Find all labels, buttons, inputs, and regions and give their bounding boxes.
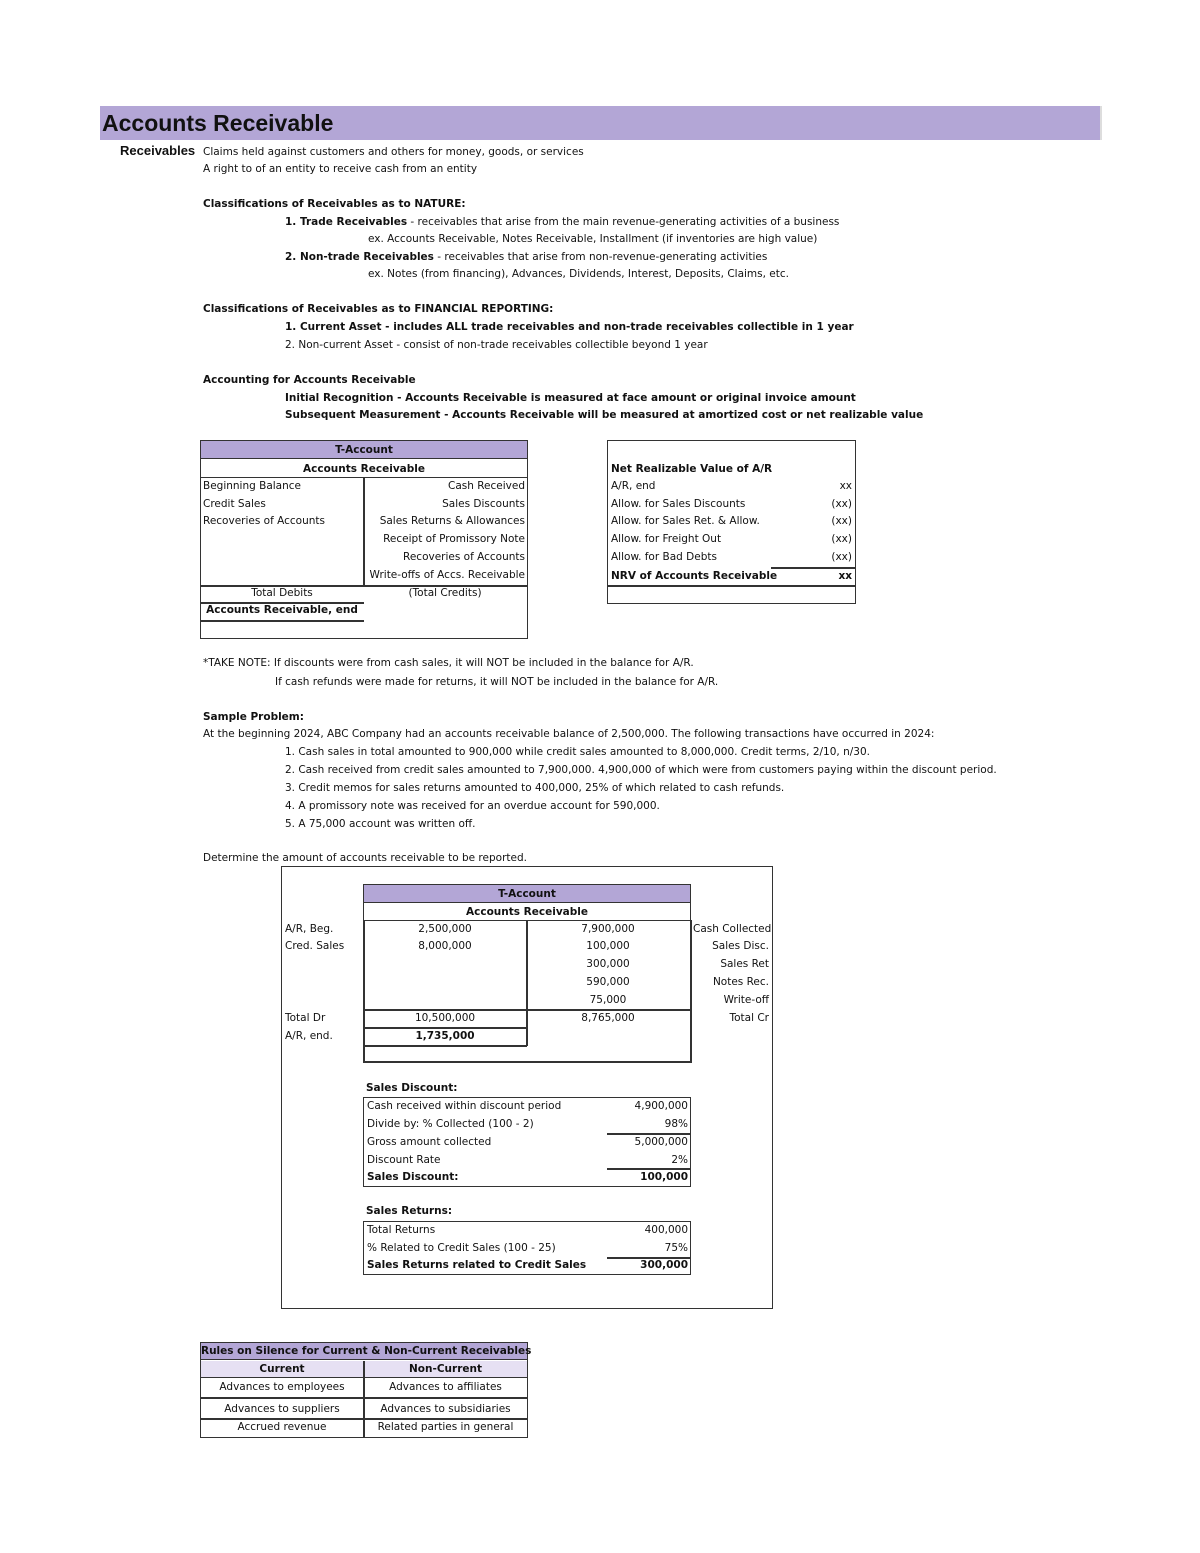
trade-receivables [285, 216, 839, 228]
definition-line-2: A right to of an entity to receive cash from an entity [203, 163, 478, 175]
rules-cell: Advances to suppliers [224, 1403, 340, 1415]
sol-ar-end-label: A/R, end. [285, 1030, 333, 1042]
returns-total: 300,000 [640, 1259, 688, 1271]
debit-item: Credit Sales [203, 498, 266, 510]
discount-line-2 [607, 1168, 690, 1170]
nrv-row-label: A/R, end [611, 480, 656, 492]
nontrade-desc: - receivables that arise from non-revenue-generating activities [433, 251, 768, 263]
sol-debit: 8,000,000 [418, 940, 472, 952]
debit-item: Recoveries of Accounts [203, 515, 325, 527]
sol-ar-end: 1,735,000 [415, 1030, 475, 1042]
rules-title: Rules on Silence for Current & Non-Current Receivables [201, 1343, 527, 1360]
title-bar [100, 106, 1102, 140]
sample-item: 3. Credit memos for sales returns amounted to 400,000, 25% of which related to cash refunds. [285, 782, 785, 794]
sample-heading: Sample Problem: [203, 711, 304, 723]
trade-title: 1. Trade Receivables [285, 216, 408, 228]
take-note-2: If cash refunds were made for returns, it will NOT be included in the balance for A/R. [275, 676, 719, 688]
rules-row-line [201, 1418, 527, 1420]
total-credits: (Total Credits) [408, 587, 482, 599]
solution-t-subtitle: Accounts Receivable [363, 903, 691, 921]
rules-col-current: Current [201, 1361, 363, 1378]
discount-value: 2% [671, 1154, 688, 1166]
sol-credit: 75,000 [589, 994, 627, 1006]
sol-right-label: Notes Rec. [712, 976, 769, 988]
nrv-row-value: xx [839, 480, 852, 492]
rules-cell: Advances to subsidiaries [380, 1403, 511, 1415]
sample-item: 2. Cash received from credit sales amounted to 7,900,000. 4,900,000 of which were from customers paying within the discount period. [285, 764, 997, 776]
rules-cell: Accrued revenue [237, 1421, 327, 1433]
take-note-1: *TAKE NOTE: If discounts were from cash sales, it will NOT be included in the balance for A/R. [203, 657, 694, 669]
nrv-sum-line [771, 567, 855, 569]
credit-item: Write-offs of Accs. Receivable [369, 569, 525, 581]
ar-ending: Accounts Receivable, end [206, 604, 358, 616]
total-debits: Total Debits [251, 587, 313, 599]
t-account-subtitle: Accounts Receivable [201, 460, 527, 478]
discount-total: 100,000 [640, 1171, 688, 1183]
sol-total-cr: 8,765,000 [581, 1012, 635, 1024]
nrv-title: Net Realizable Value of A/R [611, 463, 773, 475]
sample-item: 1. Cash sales in total amounted to 900,000 while credit sales amounted to 8,000,000. Credit terms, 2/10, n/30. [285, 746, 870, 758]
discount-label: Discount Rate [367, 1154, 441, 1166]
sol-right-label: Sales Disc. [712, 940, 769, 952]
noncurrent-asset: 2. Non-current Asset - consist of non-trade receivables collectible beyond 1 year [285, 339, 708, 351]
sol-bottom-border [363, 1061, 692, 1063]
returns-value: 400,000 [644, 1224, 688, 1236]
nrv-row-value: (xx) [831, 551, 852, 563]
sample-question: Determine the amount of accounts receivable to be reported. [203, 852, 527, 864]
page-title: Accounts Receivable [102, 110, 334, 136]
solution-t-title: T-Account [363, 884, 691, 903]
rules-cell: Advances to affiliates [389, 1381, 502, 1393]
trade-desc: - receivables that arise from the main revenue-generating activities of a business [407, 216, 840, 228]
discount-value: 4,900,000 [634, 1100, 688, 1112]
sol-left-label: A/R, Beg. [285, 923, 334, 935]
initial-recognition: Initial Recognition - Accounts Receivable is measured at face amount or original invoice amount [285, 392, 856, 404]
nrv-row-value: (xx) [831, 533, 852, 545]
subsequent-measurement: Subsequent Measurement - Accounts Receivable will be measured at amortized cost or net realizable value [285, 409, 924, 421]
sol-end-top [363, 1027, 527, 1029]
nrv-row-value: (xx) [831, 498, 852, 510]
rules-row-line [201, 1397, 527, 1399]
sample-item: 5. A 75,000 account was written off. [285, 818, 476, 830]
nontrade-receivables [285, 251, 767, 263]
nature-heading: Classifications of Receivables as to NATURE: [203, 198, 466, 210]
sol-credit: 100,000 [586, 940, 630, 952]
sol-right-label: Write-off [723, 994, 769, 1006]
nrv-total-label: NRV of Accounts Receivable [611, 570, 778, 582]
discount-label: Cash received within discount period [367, 1100, 562, 1112]
sample-intro: At the beginning 2024, ABC Company had an accounts receivable balance of 2,500,000. The following transactions have occurred in 2024: [203, 728, 935, 740]
nontrade-title: 2. Non-trade Receivables [285, 251, 434, 263]
sol-credit: 300,000 [586, 958, 630, 970]
t-ending-bottom [201, 620, 364, 622]
nrv-row-value: (xx) [831, 515, 852, 527]
sol-total-dr-label: Total Dr [285, 1012, 326, 1024]
receivables-label: Receivables [120, 143, 196, 158]
definition-line-1: Claims held against customers and others for money, goods, or services [203, 146, 584, 158]
trade-example: ex. Accounts Receivable, Notes Receivable, Installment (if inventories are high value) [368, 233, 818, 245]
sol-end-bottom [363, 1045, 527, 1047]
credit-item: Receipt of Promissory Note [383, 533, 525, 545]
sol-right-label: Sales Ret [720, 958, 769, 970]
sol-total-dr: 10,500,000 [414, 1012, 476, 1024]
rules-cell: Related parties in general [377, 1421, 514, 1433]
debit-item: Beginning Balance [203, 480, 302, 492]
nrv-row-label: Allow. for Freight Out [611, 533, 722, 545]
sol-credit: 590,000 [586, 976, 630, 988]
discount-value: 98% [664, 1118, 688, 1130]
sol-credit: 7,900,000 [581, 923, 635, 935]
credit-item: Sales Discounts [442, 498, 525, 510]
sample-item: 4. A promissory note was received for an overdue account for 590,000. [285, 800, 660, 812]
credit-item: Cash Received [447, 480, 525, 492]
current-asset: 1. Current Asset - includes ALL trade receivables and non-trade receivables collectible in 1 year [285, 321, 854, 333]
sol-total-line [363, 1009, 692, 1011]
returns-label: Total Returns [367, 1224, 436, 1236]
nrv-row-label: Allow. for Sales Discounts [611, 498, 746, 510]
t-divider [363, 478, 365, 585]
credit-item: Sales Returns & Allowances [379, 515, 525, 527]
financial-heading: Classifications of Receivables as to FINANCIAL REPORTING: [203, 303, 554, 315]
sol-right-border [690, 920, 692, 1062]
discount-label: Divide by: % Collected (100 - 2) [367, 1118, 534, 1130]
nontrade-example: ex. Notes (from financing), Advances, Dividends, Interest, Deposits, Claims, etc. [368, 268, 789, 280]
nrv-total-value: xx [838, 570, 852, 582]
sol-left-label: Cred. Sales [285, 940, 345, 952]
returns-value: 75% [664, 1242, 688, 1254]
rules-cell: Advances to employees [219, 1381, 345, 1393]
discount-heading: Sales Discount: [366, 1082, 458, 1094]
returns-total-label: Sales Returns related to Credit Sales [367, 1259, 587, 1271]
rules-col-noncurrent: Non-Current [364, 1361, 527, 1378]
returns-heading: Sales Returns: [366, 1205, 453, 1217]
nrv-row-label: Allow. for Bad Debts [611, 551, 717, 563]
sol-debit: 2,500,000 [418, 923, 472, 935]
t-account-title: T-Account [201, 441, 527, 459]
accounting-heading: Accounting for Accounts Receivable [203, 374, 416, 386]
nrv-bottom-line [608, 585, 855, 587]
returns-label: % Related to Credit Sales (100 - 25) [367, 1242, 556, 1254]
discount-label: Gross amount collected [367, 1136, 492, 1148]
credit-item: Recoveries of Accounts [403, 551, 525, 563]
sol-total-cr-label: Total Cr [729, 1012, 769, 1024]
nrv-row-label: Allow. for Sales Ret. & Allow. [611, 515, 760, 527]
discount-total-label: Sales Discount: [367, 1171, 459, 1183]
discount-value: 5,000,000 [634, 1136, 688, 1148]
discount-line-1 [607, 1133, 690, 1135]
sol-right-label: Cash Collected [693, 923, 772, 935]
